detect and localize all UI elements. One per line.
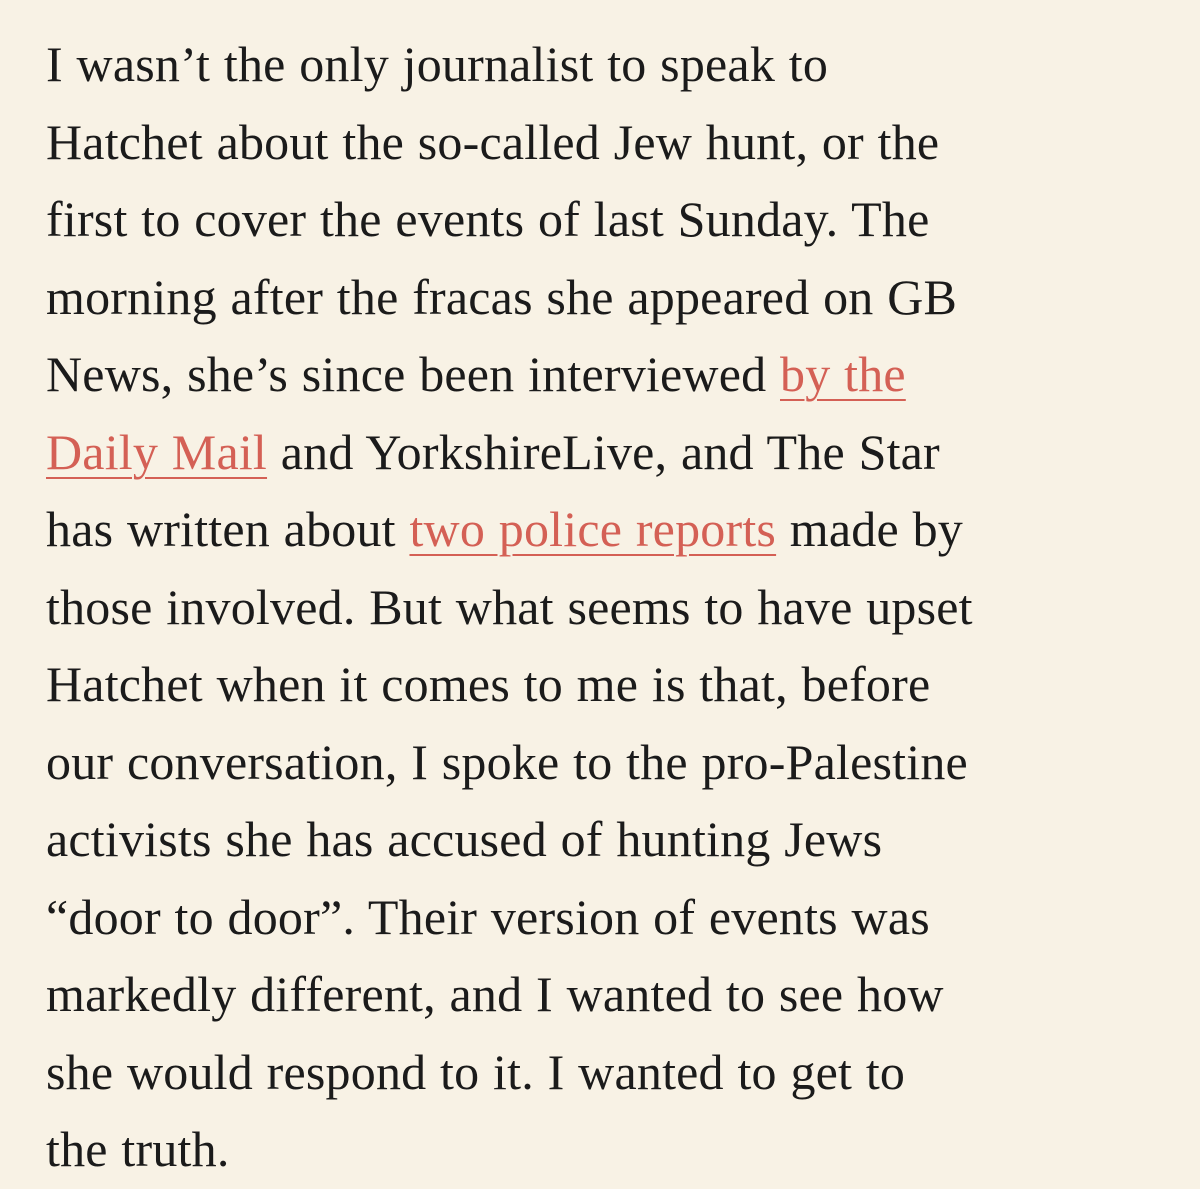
text-segment: she would respond to it. I wanted to get to [46,1043,906,1100]
text-segment: I wasn’t the only journalist to speak to [46,36,829,92]
text-segment: “door to door”. Their version of events was [46,888,930,945]
paragraph-line [46,801,1170,879]
paragraph-line [46,569,1170,647]
text-segment: made by [776,501,963,557]
text-segment: activists she has accused of hunting Jews [46,811,883,867]
paragraph-line [46,104,1170,182]
text-segment: markedly different, and I wanted to see how [46,966,944,1022]
inline-link[interactable]: two police reports [409,501,777,557]
paragraph-line [46,646,1170,724]
text-segment: morning after the fracas she appeared on GB [46,268,958,325]
paragraph-line [46,259,1170,337]
paragraph-line [46,879,1170,957]
text-segment: Hatchet when it comes to me is that, before [46,656,931,712]
paragraph-line [46,956,1170,1034]
paragraph-line [46,1111,1170,1189]
inline-link[interactable]: by the [780,346,906,402]
text-segment: and YorkshireLive, and The Star [267,423,940,480]
paragraph-line [46,336,1170,414]
paragraph-line [46,26,1170,104]
paragraph-line [46,414,1170,492]
text-segment: our conversation, I spoke to the pro-Palestine [46,733,968,790]
text-segment: has written about [46,501,410,557]
text-segment: first to cover the events of last Sunday. The [46,191,930,247]
paragraph-line [46,181,1170,259]
text-segment: those involved. But what seems to have upset [46,578,973,635]
text-segment: the truth. [46,1121,230,1177]
inline-link[interactable]: Daily Mail [46,423,268,480]
text-segment: Hatchet about the so-called Jew hunt, or the [46,113,940,170]
paragraph-line [46,491,1170,569]
paragraph-line [46,724,1170,802]
paragraph-line [46,1034,1170,1112]
text-segment: News, she’s since been interviewed [46,346,780,402]
